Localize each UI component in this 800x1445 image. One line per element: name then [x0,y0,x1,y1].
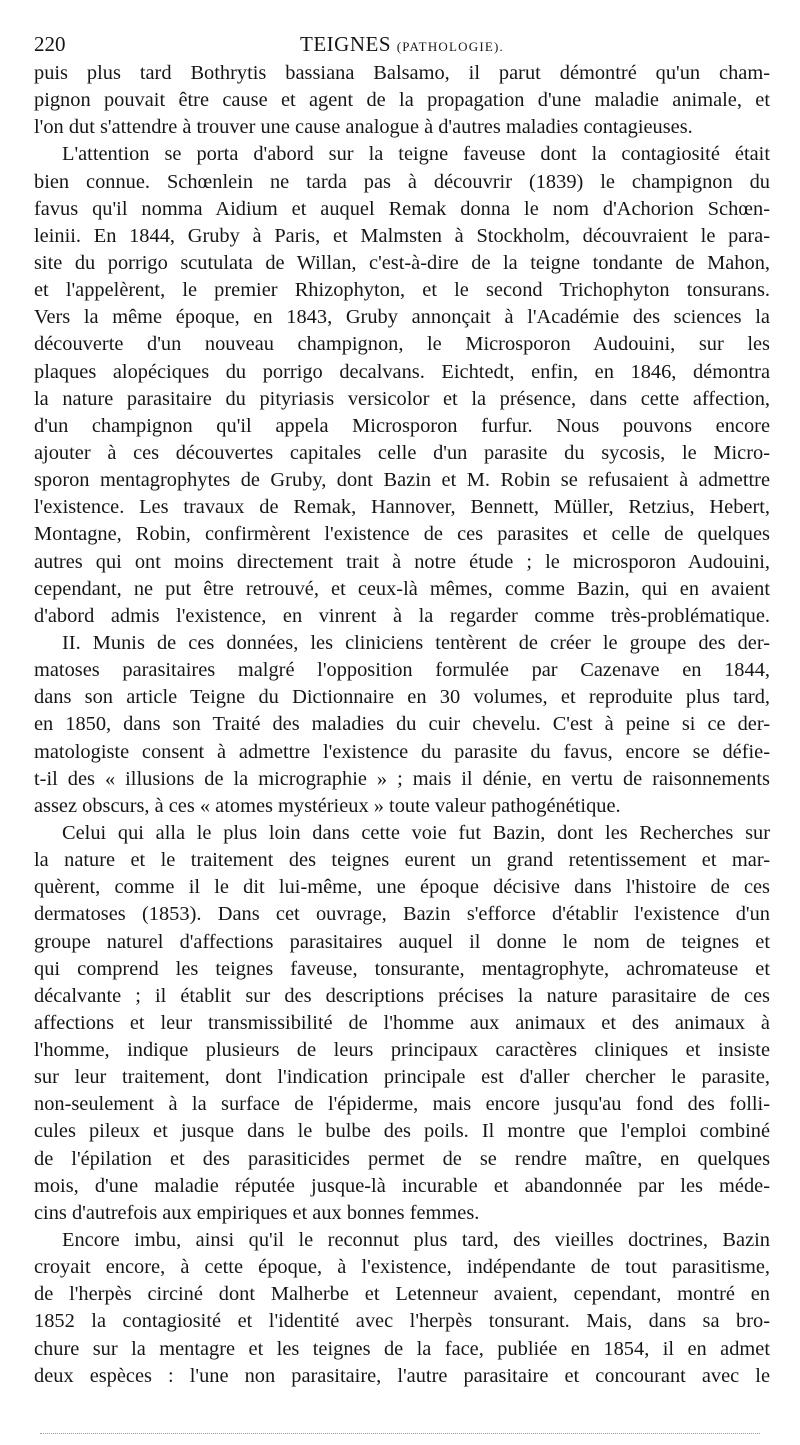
text-line: l'on dut s'attendre à trouver une cause analogue à d'autres maladies contagieuses. [34,116,693,139]
text-line: chure sur la mentagre et les teignes de la face, publiée en 1854, il en admet [34,1337,770,1360]
text-line: croyait encore, à cette époque, à l'existence, indépendante de tout parasitisme, [34,1256,770,1279]
text-line: mois, d'une maladie réputée jusque-là incurable et abandonnée par les méde- [34,1174,770,1197]
running-header [34,30,770,58]
text-line: la nature et le traitement des teignes eurent un grand retentissement et mar- [34,849,770,872]
text-line: de l'herpès circiné dont Malherbe et Letenneur avaient, cependant, montré en [34,1283,770,1306]
text-line: cins d'autrefois aux empiriques et aux bonnes femmes. [34,1201,480,1224]
running-title-sub: (PATHOLOGIE). [396,39,504,54]
text-line: dans son article Teigne du Dictionnaire en 30 volumes, et reproduite plus tard, [34,686,770,709]
text-line: cules pileux et jusque dans le bulbe des poils. Il montre que l'emploi combiné [34,1120,770,1143]
text-line: affections et leur transmissibilité de l'homme aux animaux et des animaux à [34,1011,770,1034]
text-line: t-il des « illusions de la micrographie » ; mais il dénie, en vertu de raisonnements [34,767,770,790]
text-line: Montagne, Robin, confirmèrent l'existence de ces parasites et celle de quelques [34,523,770,546]
text-line: autres qui ont moins directement trait à notre étude ; le microsporon Audouini, [34,550,770,573]
text-line: leinii. En 1844, Gruby à Paris, et Malmsten à Stockholm, découvraient le para- [34,224,770,247]
bottom-rule [40,1433,760,1436]
running-title-main: TEIGNES [300,32,392,56]
text-line: d'un champignon qu'il appela Microsporon furfur. Nous pouvons encore [34,414,770,437]
text-line: Celui qui alla le plus loin dans cette voie fut Bazin, dont les Recherches sur [62,821,770,844]
text-line: quèrent, comme il le dit lui-même, une époque décisive dans l'histoire de ces [34,876,770,899]
text-line: bien connue. Schœnlein ne tarda pas à découvrir (1839) le champignon du [34,170,770,193]
text-line: d'abord admis l'existence, en vinrent à la regarder comme très-problématique. [34,604,770,627]
text-line: la nature parasitaire du pityriasis versicolor et la présence, dans cette affection, [34,387,770,410]
text-line: site du porrigo scutulata de Willan, c'est-à-dire de la teigne tondante de Mahon, [34,251,770,274]
text-line: 1852 la contagiosité et l'identité avec l'herpès tonsurant. Mais, dans sa bro- [34,1310,770,1333]
text-line: plaques alopéciques du porrigo decalvans. Eichtedt, enfin, en 1846, démontra [34,360,770,383]
text-line: sur leur traitement, dont l'indication principale est d'aller chercher le parasite, [34,1066,770,1089]
text-line: matologiste consent à admettre l'existence du parasite du favus, encore se défie- [34,740,770,763]
text-line: Encore imbu, ainsi qu'il le reconnut plus tard, des vieilles doctrines, Bazin [62,1229,770,1252]
text-line: sporon mentagrophytes de Gruby, dont Bazin et M. Robin se refusaient à admettre [34,469,770,492]
text-line: qui comprend les teignes faveuse, tonsurante, mentagrophyte, achromateuse et [34,957,770,980]
text-line: l'existence. Les travaux de Remak, Hannover, Bennett, Müller, Retzius, Hebert, [34,496,770,519]
text-line: cependant, ne put être retrouvé, et ceux-là mêmes, comme Bazin, qui en avaient [34,577,770,600]
text-line: puis plus tard Bothrytis bassiana Balsamo, il parut démontré qu'un cham- [34,62,770,84]
text-line: en 1850, dans son Traité des maladies du cuir chevelu. C'est à peine si ce der- [34,713,770,736]
text-line: deux espèces : l'une non parasitaire, l'autre parasitaire et concourant avec le [34,1364,770,1387]
text-line: matoses parasitaires malgré l'opposition formulée par Cazenave en 1844, [34,659,770,682]
text-line: décalvante ; il établit sur des descriptions précises la nature parasitaire de ces [34,984,770,1007]
text-line: pignon pouvait être cause et agent de la propagation d'une maladie animale, et [34,89,770,112]
text-line: Vers la même époque, en 1843, Gruby annonçait à l'Académie des sciences la [34,306,770,329]
text-line: découverte d'un nouveau champignon, le Microsporon Audouini, sur les [34,333,770,356]
text-line: II. Munis de ces données, les cliniciens tentèrent de créer le groupe des der- [62,631,770,654]
text-line: l'homme, indique plusieurs de leurs principaux caractères cliniques et insiste [34,1039,770,1062]
page-number: 220 [34,32,66,56]
text-line: groupe naturel d'affections parasitaires auquel il donne le nom de teignes et [34,930,770,953]
text-line: et l'appelèrent, le premier Rhizophyton, et le second Trichophyton tonsurans. [34,279,770,302]
body-text [34,60,770,1390]
text-line: non-seulement à la surface de l'épiderme, mais encore jusqu'au fond des folli- [34,1093,770,1116]
text-line: favus qu'il nomma Aidium et auquel Remak donna le nom d'Achorion Schœn- [34,197,770,220]
text-line: L'attention se porta d'abord sur la teigne faveuse dont la contagiosité était [62,143,770,166]
text-line: assez obscurs, à ces « atomes mystérieux » toute valeur pathogénétique. [34,794,621,817]
text-line: dermatoses (1853). Dans cet ouvrage, Bazin s'efforce d'établir l'existence d'un [34,903,770,926]
running-title [34,30,770,61]
text-line: ajouter à ces découvertes capitales celle d'un parasite du sycosis, le Micro- [34,441,770,464]
text-line: de l'épilation et des parasiticides permet de se rendre maître, en quelques [34,1147,770,1170]
